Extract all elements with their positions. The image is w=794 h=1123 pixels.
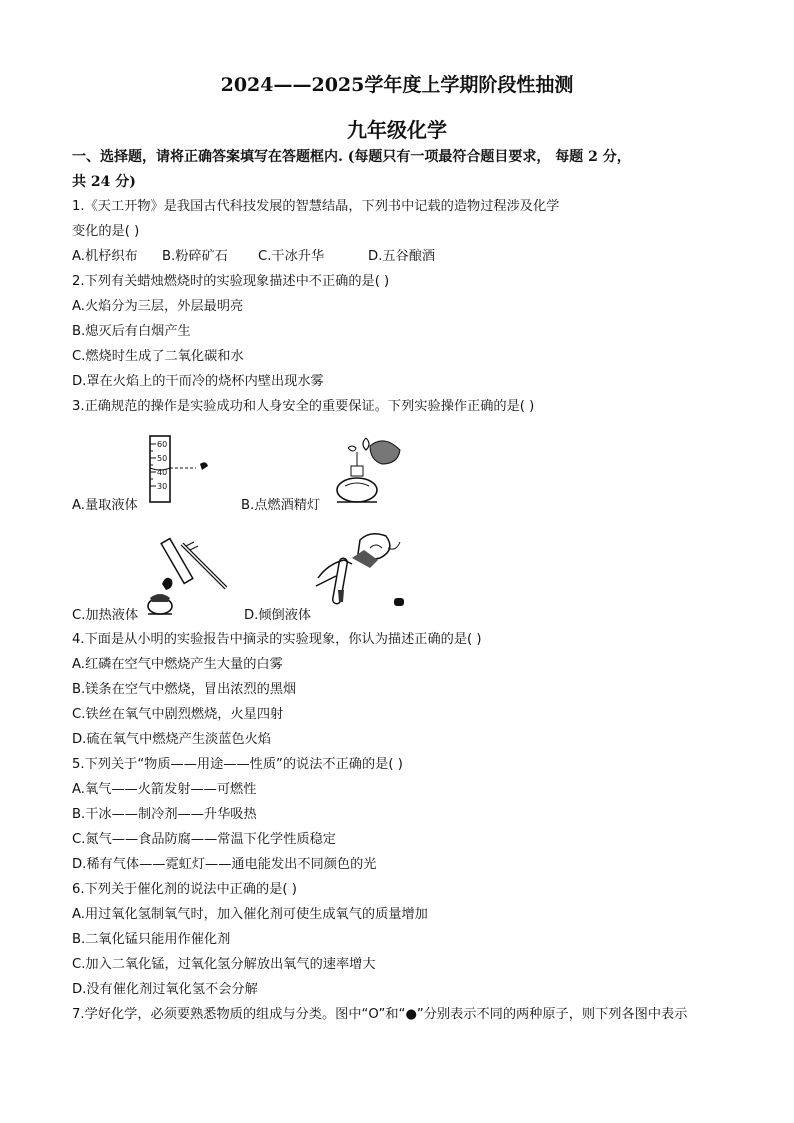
figure-alcohol-lamp [326, 430, 406, 510]
figure-measuring-cylinder [140, 434, 220, 504]
q1-option-a: A.机杼织布 [72, 249, 138, 264]
q6-option-a: A.用过氧化氢制氧气时，加入催化剂可使生成氧气的质量增加 [72, 907, 428, 922]
q1-option-c: C.干冰升华 [258, 249, 325, 264]
q2-option-d: D.罩在火焰上的干而冷的烧杯内壁出现水雾 [72, 374, 324, 389]
q5-option-a: A.氧气——火箭发射——可燃性 [72, 782, 257, 797]
q1-option-d: D.五谷酿酒 [368, 249, 436, 264]
q6-option-c: C.加入二氧化锰，过氧化氢分解放出氧气的速率增大 [72, 957, 376, 972]
q3-stem: 3.正确规范的操作是实验成功和人身安全的重要保证。下列实验操作正确的是( ) [72, 399, 535, 414]
q4-option-c: C.铁丝在氧气中剧烈燃烧，火星四射 [72, 707, 284, 722]
section-heading-cont: 共 24 分) [72, 174, 136, 190]
q3-option-d: D.倾倒液体 [244, 608, 312, 623]
section-heading: 一、选择题，请将正确答案填写在答题框内. (每题只有一项最符合题目要求， 每题 2 分， [72, 149, 631, 165]
q4-option-d: D.硫在氧气中燃烧产生淡蓝色火焰 [72, 732, 271, 747]
q2-option-b: B.熄灭后有白烟产生 [72, 324, 191, 339]
cyl-tick-30: 30 [157, 482, 168, 491]
q5-option-b: B.干冰——制冷剂——升华吸热 [72, 807, 257, 822]
q1-options [72, 248, 435, 266]
q3-option-c: C.加热液体 [72, 608, 139, 623]
q2-option-a: A.火焰分为三层，外层最明亮 [72, 299, 244, 314]
q5-option-c: C.氮气——食品防腐——常温下化学性质稳定 [72, 832, 336, 847]
q3-option-a: A.量取液体 [72, 498, 138, 513]
figure-pouring-liquid [314, 528, 414, 612]
q6-stem: 6.下列关于催化剂的说法中正确的是( ) [72, 882, 297, 897]
q2-stem: 2.下列有关蜡烛燃烧时的实验现象描述中不正确的是( ) [72, 274, 390, 289]
exam-title: 2024——2025学年度上学期阶段性抽测 [220, 74, 574, 96]
figure-heating-liquid [146, 532, 236, 618]
q5-stem: 5.下列关于“物质——用途——性质”的说法不正确的是( ) [72, 757, 403, 772]
q1-option-b: B.粉碎矿石 [162, 249, 228, 264]
q7-stem: 7.学好化学，必须要熟悉物质的组成与分类。图中“O”和“●”分别表示不同的两种原子，则下列各图中表示 [72, 1007, 688, 1022]
exam-subtitle: 九年级化学 [347, 118, 447, 142]
q6-option-b: B.二氧化锰只能用作催化剂 [72, 932, 231, 947]
q3-option-b: B.点燃酒精灯 [241, 498, 321, 513]
q4-option-a: A.红磷在空气中燃烧产生大量的白雾 [72, 657, 283, 672]
cyl-tick-60: 60 [157, 440, 168, 449]
q1-stem-cont: 变化的是( ) [72, 224, 140, 239]
q1-stem: 1.《天工开物》是我国古代科技发展的智慧结晶，下列书中记载的造物过程涉及化学 [72, 199, 560, 214]
cyl-tick-50: 50 [157, 454, 168, 463]
q5-option-d: D.稀有气体——霓虹灯——通电能发出不同颜色的光 [72, 857, 377, 872]
q4-option-b: B.镁条在空气中燃烧，冒出浓烈的黑烟 [72, 682, 297, 697]
q4-stem: 4.下面是从小明的实验报告中摘录的实验现象，你认为描述正确的是( ) [72, 632, 482, 647]
q2-option-c: C.燃烧时生成了二氧化碳和水 [72, 349, 244, 364]
cyl-tick-40: 40 [157, 468, 168, 477]
q6-option-d: D.没有催化剂过氧化氢不会分解 [72, 982, 258, 997]
